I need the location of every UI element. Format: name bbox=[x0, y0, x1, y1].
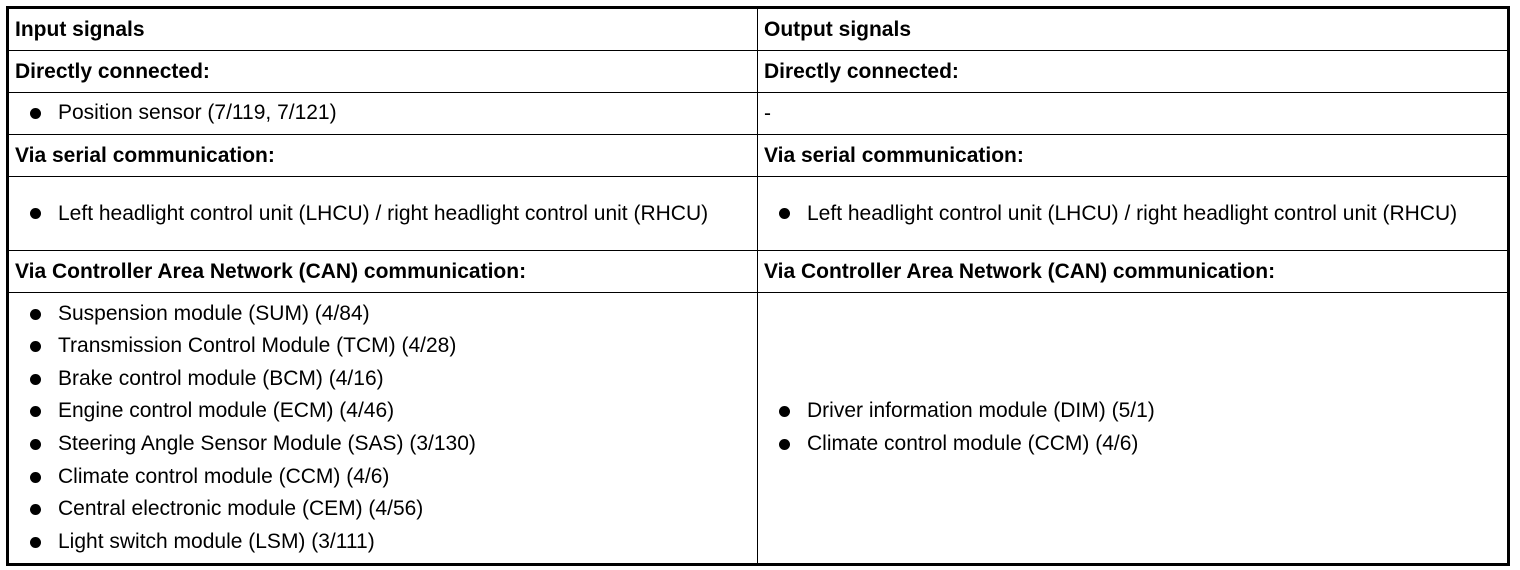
input-can-title: Via Controller Area Network (CAN) communication: bbox=[8, 251, 758, 293]
bullet-icon bbox=[30, 504, 41, 515]
list-item bbox=[15, 493, 751, 526]
output-direct-title: Directly connected: bbox=[758, 51, 1509, 93]
input-serial-list bbox=[15, 198, 751, 229]
input-direct-cell bbox=[8, 93, 758, 135]
list-item-text: Left headlight control unit (LHCU) / right headlight control unit (RHCU) bbox=[807, 202, 1458, 225]
bullet-icon bbox=[30, 309, 41, 320]
header-row bbox=[8, 8, 1509, 51]
bullet-icon bbox=[779, 406, 790, 417]
can-title-row bbox=[8, 251, 1509, 293]
input-can-list bbox=[15, 298, 751, 559]
list-item-text: Light switch module (LSM) (3/111) bbox=[58, 529, 375, 553]
list-item bbox=[15, 363, 751, 396]
list-item bbox=[15, 395, 751, 428]
bullet-icon bbox=[779, 208, 790, 219]
list-item bbox=[15, 330, 751, 363]
bullet-icon bbox=[30, 537, 41, 548]
input-signals-header: Input signals bbox=[8, 8, 758, 51]
output-can-list bbox=[764, 395, 1501, 460]
list-item bbox=[15, 198, 751, 229]
serial-items-row bbox=[8, 177, 1509, 251]
list-item-text: Suspension module (SUM) (4/84) bbox=[58, 301, 370, 325]
output-signals-header: Output signals bbox=[758, 8, 1509, 51]
list-item bbox=[15, 461, 751, 494]
input-serial-cell bbox=[8, 177, 758, 251]
list-item-text: Left headlight control unit (LHCU) / right headlight control unit (RHCU) bbox=[58, 202, 709, 225]
output-serial-title: Via serial communication: bbox=[758, 135, 1509, 177]
output-direct-cell: - bbox=[758, 93, 1509, 135]
list-item-text: Climate control module (CCM) (4/6) bbox=[807, 432, 1139, 455]
bullet-icon bbox=[30, 108, 41, 119]
bullet-icon bbox=[30, 208, 41, 219]
list-item-text: Transmission Control Module (TCM) (4/28) bbox=[58, 334, 457, 358]
list-item bbox=[15, 298, 751, 331]
bullet-icon bbox=[30, 472, 41, 483]
list-item bbox=[15, 428, 751, 461]
bullet-icon bbox=[30, 406, 41, 417]
list-item-text: Engine control module (ECM) (4/46) bbox=[58, 399, 395, 423]
list-item bbox=[764, 198, 1501, 229]
list-item bbox=[15, 97, 751, 130]
output-can-cell bbox=[758, 293, 1509, 565]
list-item bbox=[764, 428, 1501, 461]
bullet-icon bbox=[30, 341, 41, 352]
serial-title-row bbox=[8, 135, 1509, 177]
list-item bbox=[764, 395, 1501, 428]
list-item-text: Driver information module (DIM) (5/1) bbox=[807, 399, 1155, 423]
list-item-text: Central electronic module (CEM) (4/56) bbox=[58, 497, 424, 521]
input-serial-title: Via serial communication: bbox=[8, 135, 758, 177]
bullet-icon bbox=[779, 439, 790, 450]
can-items-row bbox=[8, 293, 1509, 565]
bullet-icon bbox=[30, 374, 41, 385]
list-item-text: Brake control module (BCM) (4/16) bbox=[58, 366, 384, 390]
list-item-text: Steering Angle Sensor Module (SAS) (3/130) bbox=[58, 432, 476, 455]
output-serial-cell bbox=[758, 177, 1509, 251]
list-item bbox=[15, 526, 751, 559]
output-serial-list bbox=[764, 198, 1501, 229]
list-item-text: Position sensor (7/119, 7/121) bbox=[58, 101, 337, 125]
input-can-cell bbox=[8, 293, 758, 565]
input-direct-list bbox=[15, 97, 751, 130]
direct-items-row bbox=[8, 93, 1509, 135]
output-can-title: Via Controller Area Network (CAN) communication: bbox=[758, 251, 1509, 293]
bullet-icon bbox=[30, 439, 41, 450]
list-item-text: Climate control module (CCM) (4/6) bbox=[58, 464, 390, 488]
input-direct-title: Directly connected: bbox=[8, 51, 758, 93]
direct-title-row bbox=[8, 51, 1509, 93]
signals-table bbox=[6, 6, 1510, 566]
